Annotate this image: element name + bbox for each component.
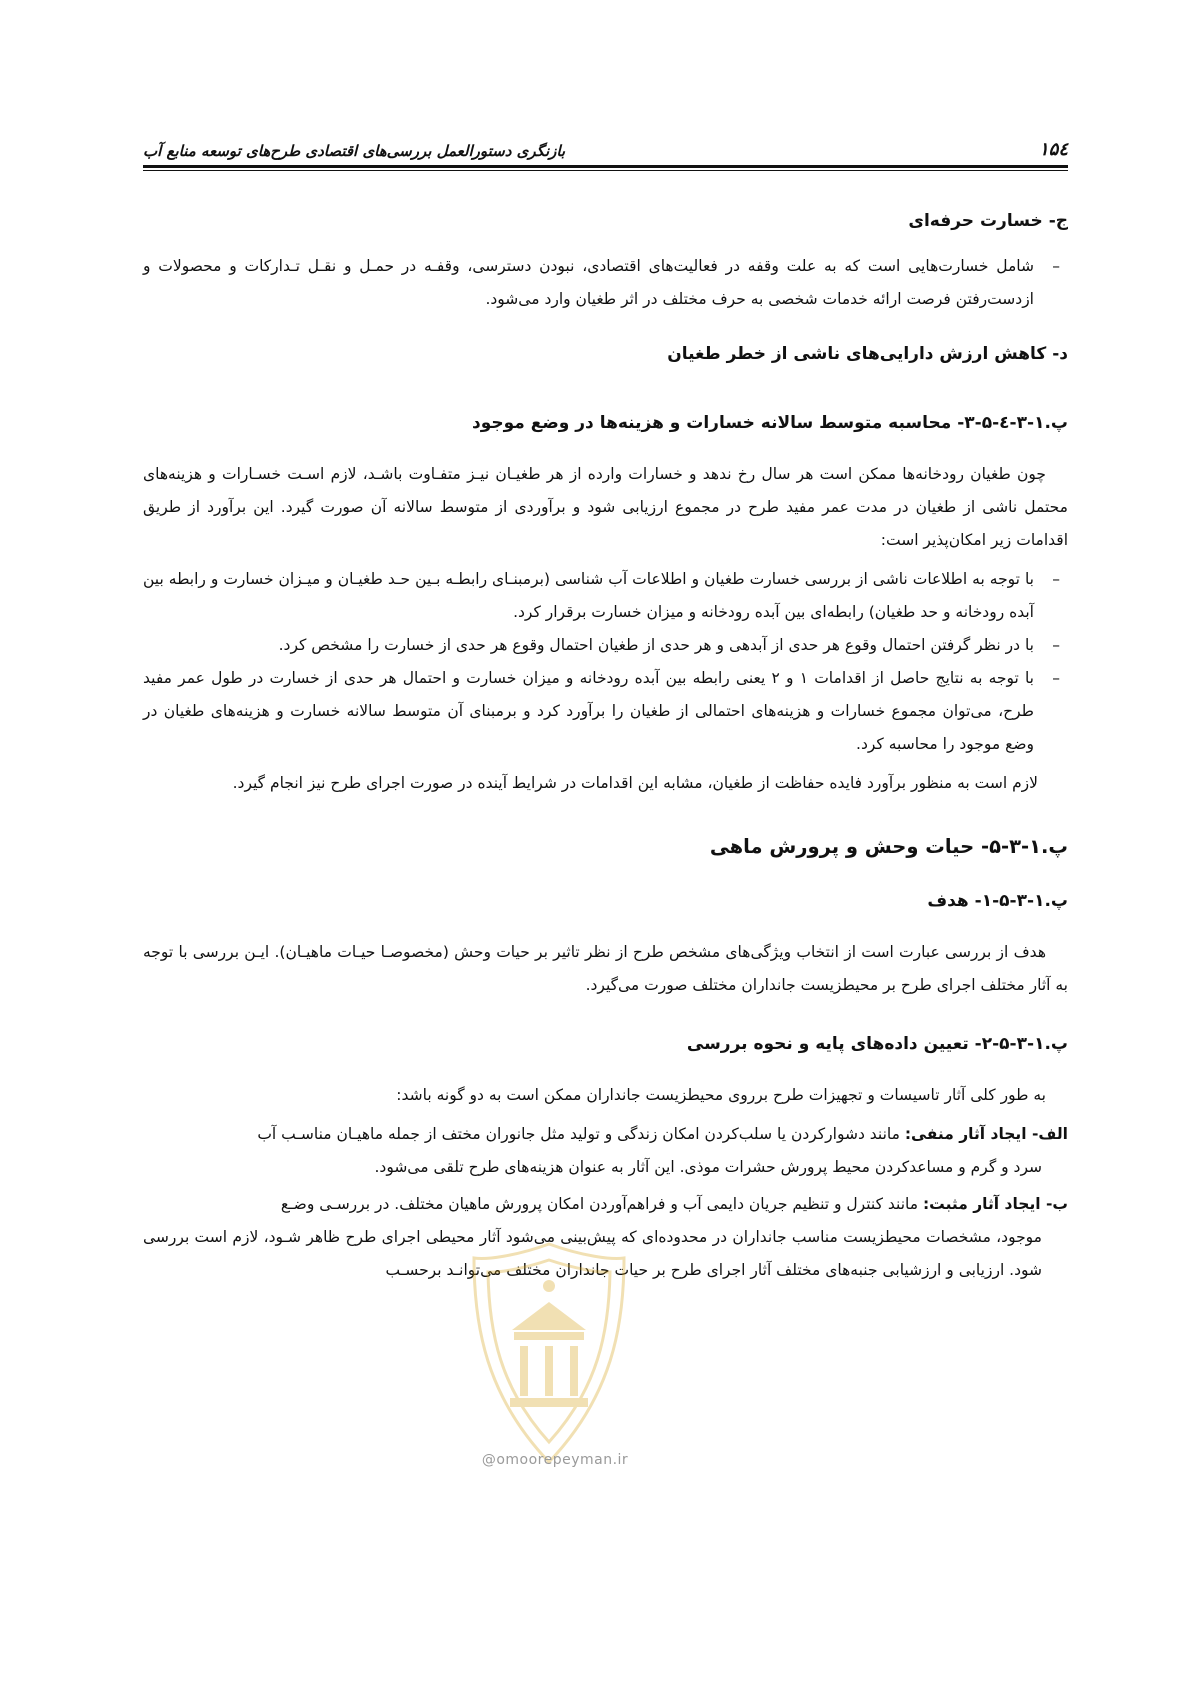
list-item <box>143 250 1068 316</box>
dash-bullet-icon: – <box>1052 257 1060 275</box>
lettered-item-continuation: سرد و گرم و مساعدکردن محیط پرورش حشرات موذی. این آثار به عنوان هزینه‌های طرح تلقی می‌شود. <box>374 1158 1042 1176</box>
paragraph-annual-intro: چون طغیان رودخانه‌ها ممکن است هر سال رخ ندهد و خسارات وارده از هر طغیـان نیـز متفـاوت باشـد، لازم اسـت خسـارات و هزینه‌های محتمل ناشی از طغیان در مدت عمر مفید طرح در مجموع ارزیابی شود و برآوردی از متوسط سالانه آن صورت گیرد. این برآورد از طریق اقدامات زیر امکان‌پذیر است: <box>143 465 1068 549</box>
header-rule-thick <box>143 165 1068 168</box>
list-item <box>143 563 1068 629</box>
lettered-item-text: مانند کنترل و تنظیم جریان دایمی آب و فراهم‌آوردن امکان پرورش ماهیان مختلف. در بررسـی وضـع <box>280 1195 923 1213</box>
section-heading-annual-average: پ.۱-۳-٤-۵-۳- محاسبه متوسط سالانه خسارات و هزینه‌ها در وضع موجود <box>472 413 1068 433</box>
lettered-item-continuation: موجود، مشخصات محیطزیست مناسب جانداران در محدوده‌ای که پیش‌بینی می‌شود آثار محیطی اجرای طرح ظاهر شـود، لازم است بررسی شود. ارزیابی و ارزشیابی جنبه‌های مختلف آثار اجرای طرح بر حیات جانداران مختلف می‌توانـد برحسـب <box>143 1228 1042 1279</box>
paragraph-base-data-intro: به طور کلی آثار تاسیسات و تجهیزات طرح برروی محیطزیست جانداران ممکن است به دو گونه باشد: <box>396 1086 1046 1104</box>
dash-bullet-icon: – <box>1052 669 1060 687</box>
lettered-item-negative-effects <box>143 1118 1068 1184</box>
paragraph-annual-closing: لازم است به منظور برآورد فایده حفاظت از طغیان، مشابه این اقدامات در شرایط آینده در صورت اجرای طرح نیز انجام گیرد. <box>232 774 1038 792</box>
list-item-text: با توجه به نتایج حاصل از اقدامات ۱ و ۲ یعنی رابطه بین آبده رودخانه و میزان خسارت و احتمال هر حدی از خسارت در طول عمر مفید طرح، می‌توان مجموع خسارات و هزینه‌های احتمالی از طغیان را برآورد کرد و برمبنای آن متوسط سالانه خسارت و هزینه‌های طغیان در وضع موجود را محاسبه کرد. <box>143 669 1035 753</box>
professional-loss-list <box>143 250 1068 316</box>
page-number: ۱۵٤ <box>1038 139 1068 160</box>
list-item-text: شامل خسارت‌هایی است که به علت وقفه در فعالیت‌های اقتصادی، نبودن دسترسی، وقفـه در حمـل و نقـل تـدارکات و محصولات و ازدست‌رفتن فرصت ارائه خدمات شخصی به حرف مختلف در اثر طغیان وارد می‌شود. <box>143 257 1034 308</box>
watermark-seal-icon <box>456 1236 642 1472</box>
running-header-title: بازنگری دستورالعمل بررسی‌های اقتصادی طرح‌های توسعه منابع آب <box>143 142 566 160</box>
list-item-text: با توجه به اطلاعات ناشی از بررسی خسارت طغیان و اطلاعات آب شناسی (برمبنـای رابطـه بـین حـد طغیـان و میـزان خسارت و رابطه بین آبده رودخانه و حد طغیان) رابطه‌ای بین آبده رودخانه و میزان خسارت برقرار کرد. <box>143 570 1034 621</box>
section-heading-base-data: پ.۱-۳-۵-۲- تعیین داده‌های پایه و نحوه بررسی <box>686 1034 1068 1054</box>
annual-steps-list <box>143 563 1068 761</box>
section-heading-professional-loss: ج- خسارت حرفه‌ای <box>908 211 1068 231</box>
lettered-item-text: مانند دشوارکردن یا سلب‌کردن امکان زندگی و تولید مثل جانوران مختف از جمله ماهیـان مناسـب آب <box>257 1125 905 1143</box>
paragraph-goal: هدف از بررسی عبارت است از انتخاب ویژگی‌های مشخص طرح از نظر تاثیر بر حیات وحش (مخصوصـا حیـات ماهیـان). ایـن بررسی با توجه به آثار مختلف اجرای طرح بر محیطزیست جانداران مختلف صورت می‌گیرد. <box>143 943 1068 994</box>
section-heading-asset-devaluation: د- کاهش ارزش دارایی‌های ناشی از خطر طغیان <box>667 344 1068 364</box>
dash-bullet-icon: – <box>1052 570 1060 588</box>
lettered-item-label: ب- ایجاد آثار مثبت: <box>922 1195 1068 1213</box>
running-header <box>143 124 1068 160</box>
section-heading-wildlife: پ.۱-۳-۵- حیات وحش و پرورش ماهی <box>709 835 1068 858</box>
page-body <box>143 205 1068 1291</box>
list-item <box>143 629 1068 662</box>
section-heading-goal: پ.۱-۳-۵-۱- هدف <box>927 891 1068 911</box>
header-rule-thin <box>143 170 1068 171</box>
list-item <box>143 662 1068 761</box>
list-item-text: با در نظر گرفتن احتمال وقوع هر حدی از آبدهی و هر حدی از طغیان احتمال وقوع هر حدی از خسارت را مشخص کرد. <box>278 636 1034 654</box>
watermark-url: @omoorepeyman.ir <box>481 1452 629 1468</box>
lettered-item-label: الف- ایجاد آثار منفی: <box>904 1125 1068 1143</box>
dash-bullet-icon: – <box>1052 636 1060 654</box>
